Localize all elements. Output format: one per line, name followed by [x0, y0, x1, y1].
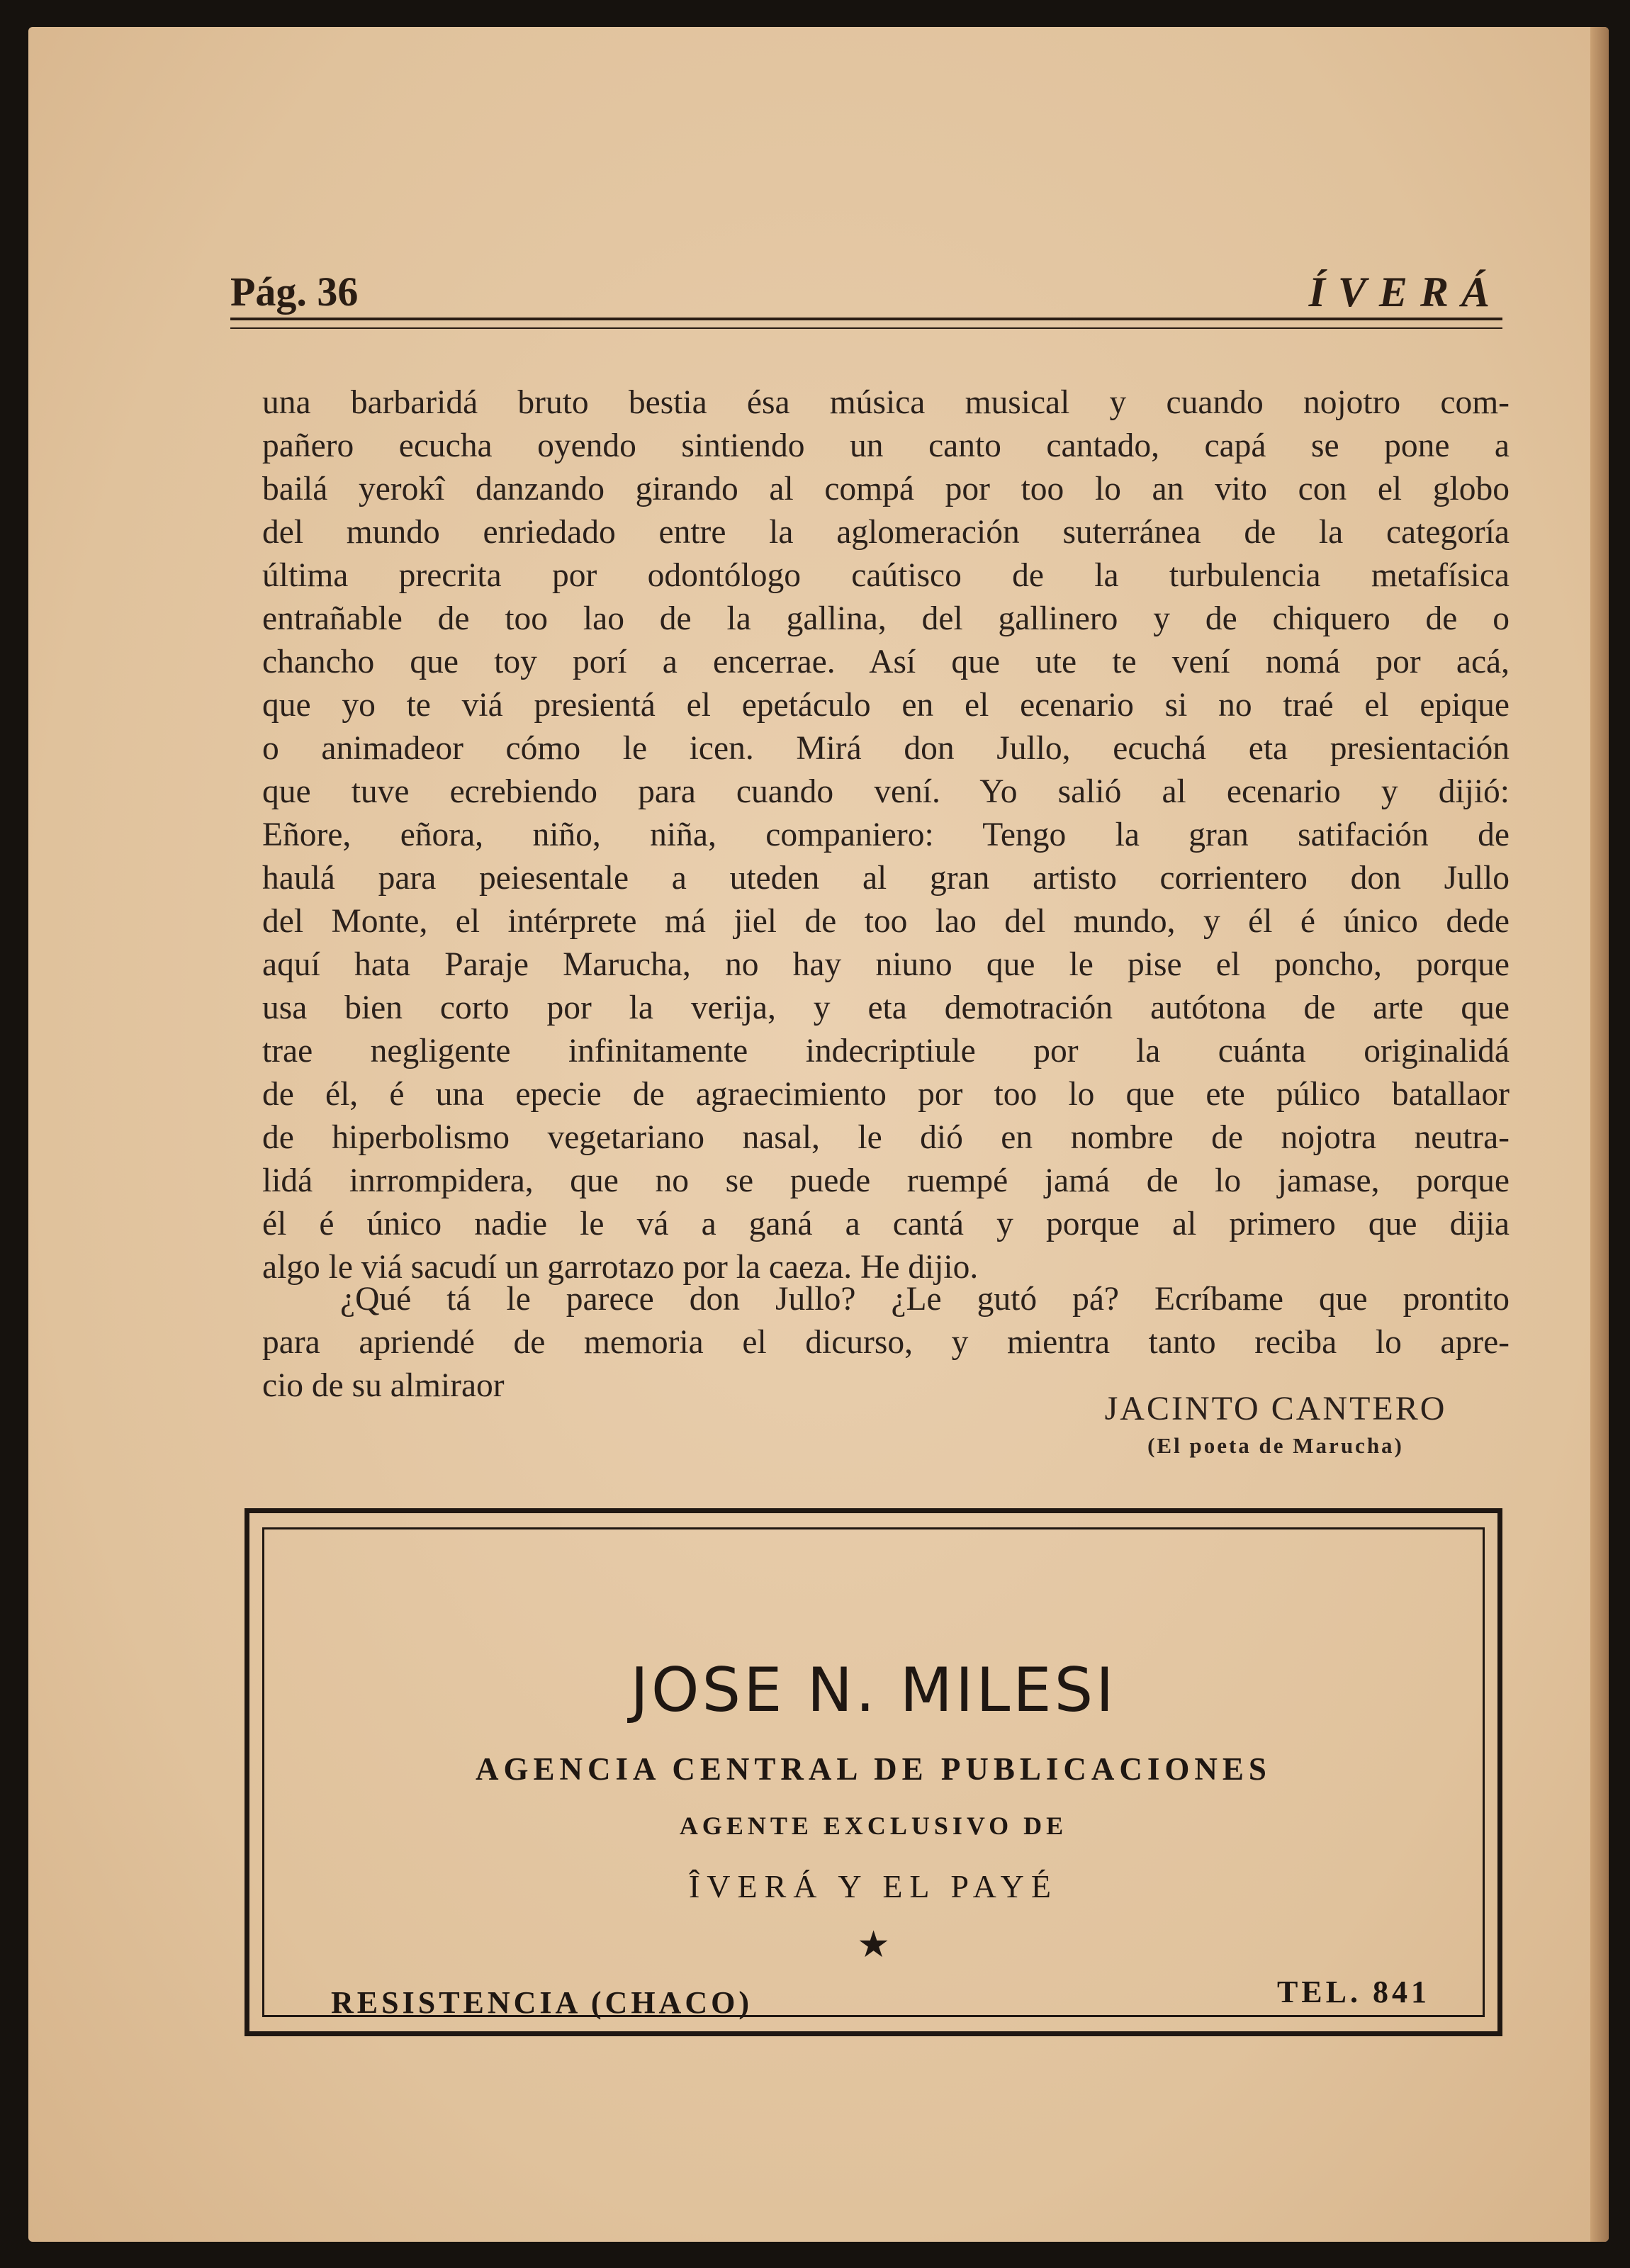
letter-line: o animadeor cómo le icen. Mirá don Jullo, ecuchá eta presientación: [262, 730, 1510, 767]
advertiser-city: RESISTENCIA (CHACO): [331, 1985, 753, 2020]
letter-line: de hiperbolismo vegetariano nasal, le dió en nombre de nojotra neutra-: [262, 1119, 1510, 1156]
header-rule: [230, 318, 1502, 329]
letter-line: Eñore, eñora, niño, niña, companiero: Tengo la gran satifación de: [262, 816, 1510, 853]
letter-line: pañero ecucha oyendo sintiendo un canto cantado, capá se pone a: [262, 427, 1510, 464]
letter-line: del Monte, el intérprete má jiel de too lao del mundo, y él é único dede: [262, 903, 1510, 940]
letter-line: del mundo enriedado entre la aglomeración suterránea de la categoría: [262, 514, 1510, 551]
closing-line-text: ¿Qué tá le parece don Jullo? ¿Le gutó pá? Ecríbame que prontito: [340, 1281, 1510, 1318]
magazine-page: [28, 27, 1609, 2242]
advertisement-box: [244, 1508, 1502, 2036]
letter-line: que yo te viá presientá el epetáculo en el ecenario si no traé el epique: [262, 687, 1510, 724]
advertiser-agency: AGENCIA CENTRAL DE PUBLICACIONES: [476, 1751, 1271, 1787]
signature-block: [1063, 1388, 1488, 1461]
letter-line: chancho que toy porí a encerrae. Así que ute te vení nomá por acá,: [262, 644, 1510, 680]
advertiser-name: JOSE N. MILESI: [630, 1655, 1117, 1726]
advertiser-phone: TEL. 841: [1276, 1975, 1430, 2009]
page-number: Pág. 36: [230, 269, 359, 315]
closing-line: [262, 1278, 1510, 1321]
letter-line: trae negligente infinitamente indecriptiule por la cuánta originalidá: [262, 1033, 1510, 1070]
page-edge: [1590, 27, 1609, 2242]
letter-line: una barbaridá bruto bestia ésa música musical y cuando nojotro com-: [262, 384, 1510, 421]
letter-line: aquí hata Paraje Marucha, no hay niuno que le pise el poncho, porque: [262, 946, 1510, 983]
letter-line: algo le viá sacudí un garrotazo por la caeza. He dijio.: [262, 1249, 979, 1286]
advertised-publications: ÎVERÁ Y EL PAYÉ: [688, 1868, 1058, 1904]
letter-line: usa bien corto por la verija, y eta demotración autótona de arte que: [262, 989, 1510, 1026]
letter-line: de él, é una epecie de agraecimiento por too lo que ete púlico batallaor: [262, 1076, 1510, 1113]
signature-name: JACINTO CANTERO: [1104, 1390, 1447, 1427]
letter-line: bailá yerokî danzando girando al compá por too lo an vito con el globo: [262, 471, 1510, 507]
letter-line: haulá para peiesentale a uteden al gran artisto corrientero don Jullo: [262, 860, 1510, 897]
star-icon: ★: [857, 1925, 890, 1965]
closing-line: cio de su almiraor: [262, 1367, 505, 1404]
signature-note: (El poeta de Marucha): [1147, 1433, 1404, 1458]
letter-body: [262, 381, 1510, 1289]
advertiser-agent-line: AGENTE EXCLUSIVO DE: [679, 1812, 1068, 1840]
page-header: [230, 268, 1502, 325]
letter-line: entrañable de too lao de la gallina, del gallinero y de chiquero de o: [262, 600, 1510, 637]
letter-line: lidá inrrompidera, que no se puede ruempé jamá de lo jamase, porque: [262, 1162, 1510, 1199]
letter-line: él é único nadie le vá a ganá a cantá y porque al primero que dijia: [262, 1206, 1510, 1242]
journal-title: ÍVERÁ: [1308, 269, 1502, 315]
letter-line: que tuve ecrebiendo para cuando vení. Yo salió al ecenario y dijió:: [262, 773, 1510, 810]
letter-line: última precrita por odontólogo caútisco de la turbulencia metafísica: [262, 557, 1510, 594]
closing-line: para apriendé de memoria el dicurso, y mientra tanto reciba lo apre-: [262, 1324, 1510, 1361]
